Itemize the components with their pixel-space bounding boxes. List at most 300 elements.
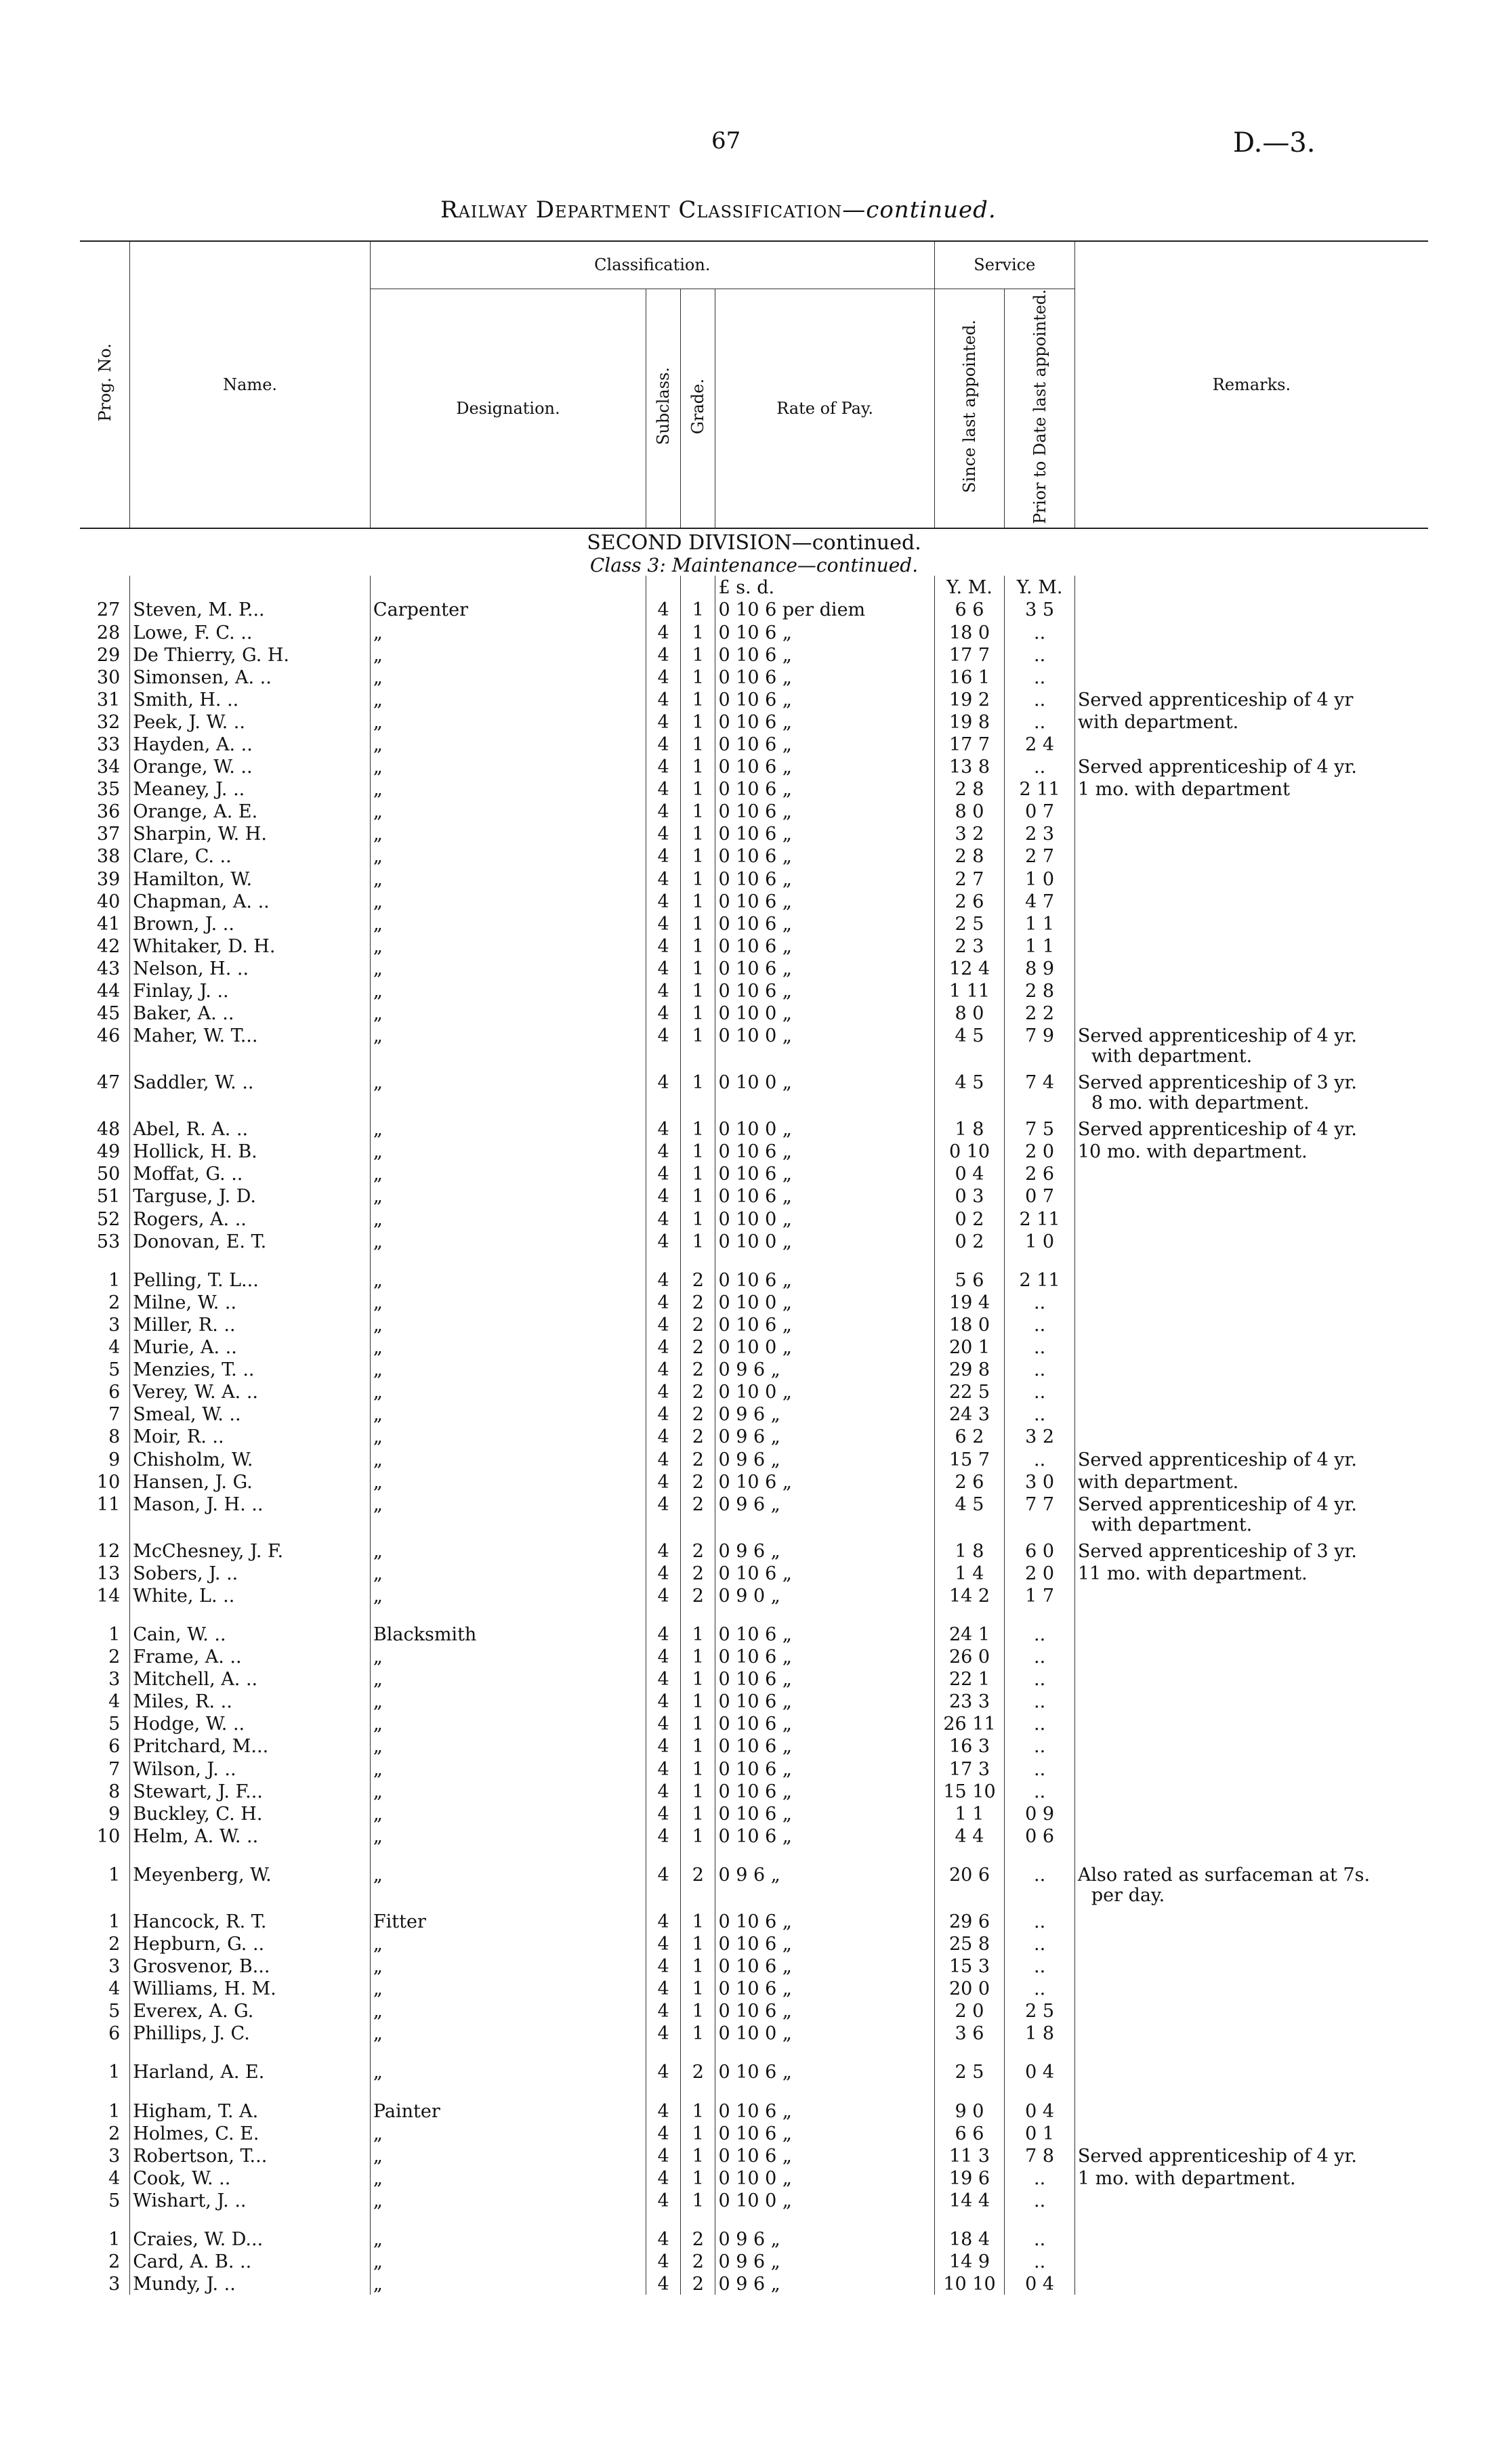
subclass: 4 [646,2060,680,2083]
service-since: 15 10 [934,1780,1005,1802]
employee-name: Card, A. B. .. [130,2250,371,2272]
grade: 2 [681,1539,715,1562]
subclass: 4 [646,2022,680,2044]
document-code: D.—3. [1233,127,1316,158]
rate-of-pay: 0 10 6 „ [715,979,934,1002]
prog-no: 11 [96,1493,121,1515]
service-since: 17 3 [934,1757,1005,1779]
service-prior: 2 11 [1005,1269,1075,1291]
remarks [1074,1802,1428,1825]
service-since: 4 4 [934,1825,1005,1847]
header-classification: Classification. [370,241,934,289]
service-since: 4 5 [934,1071,1005,1118]
employee-name: Orange, A. E. [130,800,371,822]
subclass: 4 [646,957,680,979]
remarks [1074,2022,1428,2044]
grade: 1 [681,643,715,666]
rate-of-pay: 0 10 6 „ [715,957,934,979]
service-since: 29 8 [934,1358,1005,1380]
subclass: 4 [646,1999,680,2022]
grade: 1 [681,1140,715,1162]
prog-no: 49 [96,1141,121,1163]
remarks [1074,822,1428,845]
prog-no: 30 [96,666,121,688]
designation: „ [370,666,646,688]
grade: 2 [681,2272,715,2295]
grade: 1 [681,2122,715,2144]
remarks [1074,598,1428,620]
employee-name: Menzies, T. .. [130,1358,371,1380]
service-prior: .. [1005,2250,1075,2272]
table-row [80,1336,1428,1358]
prog-no: 13 [96,1563,121,1584]
subclass: 4 [646,1118,680,1140]
remarks: Also rated as surfaceman at 7s. per day. [1074,1863,1428,1910]
rate-of-pay: 0 10 6 „ [715,1932,934,1955]
prog-no: 4 [108,1691,121,1713]
designation: „ [370,845,646,867]
rate-of-pay: 0 10 6 „ [715,1185,934,1207]
remarks [1074,1623,1428,1645]
service-since: 2 5 [934,912,1005,935]
employee-name: Clare, C. .. [130,845,371,867]
subclass: 4 [646,1863,680,1910]
service-since: 3 2 [934,822,1005,845]
table-row [80,1140,1428,1162]
service-since: 13 8 [934,755,1005,778]
table-row [80,2272,1428,2295]
service-prior: 0 4 [1005,2099,1075,2121]
employee-name: Moir, R. .. [130,1425,371,1447]
service-prior: .. [1005,1668,1075,1690]
service-prior: 0 4 [1005,2060,1075,2083]
service-since: 25 8 [934,1932,1005,1955]
prog-no: 43 [96,958,121,979]
rate-of-pay: 0 10 0 „ [715,1002,934,1024]
grade: 1 [681,800,715,822]
service-since: 22 1 [934,1668,1005,1690]
remarks [1074,1425,1428,1447]
prog-no: 6 [108,2023,121,2045]
rate-of-pay: 0 10 6 „ [715,1690,934,1712]
service-since: 19 4 [934,1291,1005,1313]
remarks [1074,1932,1428,1955]
prog-no: 9 [108,1449,121,1470]
table-row [80,1162,1428,1185]
remarks [1074,2189,1428,2211]
service-since: 2 8 [934,778,1005,800]
service-since: 29 6 [934,1910,1005,1932]
grade: 1 [681,1118,715,1140]
designation: „ [370,1447,646,1470]
remarks [1074,620,1428,643]
subclass: 4 [646,1910,680,1932]
table-row [80,822,1428,845]
service-prior: .. [1005,1336,1075,1358]
prog-no: 1 [108,1864,121,1886]
grade: 1 [681,666,715,688]
employee-name: Saddler, W. .. [130,1071,371,1118]
employee-name: Nelson, H. .. [130,957,371,979]
employee-name: De Thierry, G. H. [130,643,371,666]
service-prior: .. [1005,1623,1075,1645]
designation: „ [370,935,646,957]
designation: „ [370,1863,646,1910]
subclass: 4 [646,666,680,688]
remarks [1074,1668,1428,1690]
rate-of-pay: 0 10 6 „ [715,912,934,935]
designation: „ [370,979,646,1002]
grade: 1 [681,845,715,867]
classification-table [80,240,1428,2295]
rate-of-pay: 0 10 6 „ [715,890,934,912]
employee-name: Grosvenor, B... [130,1955,371,1977]
employee-name: Smeal, W. .. [130,1403,371,1425]
service-prior: .. [1005,1447,1075,1470]
table-row [80,2144,1428,2167]
title-main: Railway Department Classification— [440,196,866,224]
header-grade: Grade. [681,289,715,528]
employee-name: Targuse, J. D. [130,1185,371,1207]
table-row [80,1584,1428,1607]
designation: „ [370,1162,646,1185]
designation: „ [370,1230,646,1252]
service-prior: 0 7 [1005,800,1075,822]
service-since: 8 0 [934,1002,1005,1024]
remarks: Served apprenticeship of 4 yr. with department. [1074,1493,1428,1539]
remarks: 10 mo. with department. [1074,1140,1428,1162]
rate-of-pay: 0 10 6 „ [715,1910,934,1932]
service-prior: .. [1005,1712,1075,1735]
subclass: 4 [646,2144,680,2167]
table-row [80,1955,1428,1977]
designation: „ [370,1140,646,1162]
designation: „ [370,1207,646,1229]
rate-of-pay: 0 10 6 „ [715,2122,934,2144]
prog-no: 6 [108,1736,121,1758]
grade: 1 [681,710,715,733]
rate-of-pay: 0 10 6 „ [715,1562,934,1584]
prog-no: 5 [108,1359,121,1381]
subclass: 4 [646,1403,680,1425]
grade: 1 [681,2099,715,2121]
designation: „ [370,1493,646,1539]
subclass: 4 [646,935,680,957]
rate-of-pay: 0 10 0 „ [715,1336,934,1358]
table-row [80,1313,1428,1336]
rate-of-pay: 0 10 6 „ [715,1825,934,1847]
designation: „ [370,1690,646,1712]
remarks [1074,979,1428,1002]
grade: 1 [681,912,715,935]
rate-of-pay: 0 10 0 „ [715,1291,934,1313]
designation: „ [370,733,646,755]
service-since: 0 2 [934,1230,1005,1252]
service-since: 4 5 [934,1024,1005,1071]
prog-no: 33 [96,734,121,755]
service-prior: .. [1005,1690,1075,1712]
rate-of-pay: 0 9 6 „ [715,1447,934,1470]
grade: 1 [681,1712,715,1735]
table-row [80,845,1428,867]
service-since: 6 6 [934,2122,1005,2144]
title-continued: continued. [866,196,997,224]
service-prior: 0 6 [1005,1825,1075,1847]
employee-name: Hollick, H. B. [130,1140,371,1162]
remarks [1074,2060,1428,2083]
prog-no: 5 [108,2001,121,2022]
table-row [80,2250,1428,2272]
service-prior: .. [1005,1757,1075,1779]
subclass: 4 [646,688,680,710]
prog-no: 1 [108,2062,121,2083]
prog-no: 7 [108,1758,121,1780]
prog-no: 28 [96,622,121,643]
grade: 2 [681,1863,715,1910]
prog-no: 3 [108,2145,121,2167]
subclass: 4 [646,1269,680,1291]
designation: „ [370,1470,646,1493]
grade: 2 [681,1313,715,1336]
employee-name: Verey, W. A. .. [130,1380,371,1403]
remarks: 1 mo. with department. [1074,2167,1428,2189]
table-row [80,620,1428,643]
service-prior: .. [1005,710,1075,733]
service-prior: .. [1005,643,1075,666]
designation: „ [370,1002,646,1024]
service-prior: 7 8 [1005,2144,1075,2167]
grade: 1 [681,1955,715,1977]
header-prior: Prior to Date last appointed. [1005,289,1075,528]
prog-no: 4 [108,1978,121,2000]
service-since: 20 1 [934,1336,1005,1358]
rate-of-pay: 0 10 6 „ [715,1955,934,1977]
subclass: 4 [646,778,680,800]
subclass: 4 [646,845,680,867]
table-row [80,1230,1428,1252]
remarks [1074,1999,1428,2022]
remarks [1074,1645,1428,1668]
prog-no: 47 [96,1072,121,1094]
service-prior: 7 9 [1005,1024,1075,1071]
grade: 2 [681,1425,715,1447]
prog-no: 1 [108,1269,121,1291]
designation: „ [370,1584,646,1607]
rate-of-pay: 0 10 6 „ [715,1999,934,2022]
table-row [80,688,1428,710]
rate-of-pay: 0 10 0 „ [715,2022,934,2044]
rate-of-pay: 0 9 6 „ [715,1863,934,1910]
remarks: 11 mo. with department. [1074,1562,1428,1584]
subclass: 4 [646,2189,680,2211]
prog-no: 6 [108,1382,121,1403]
service-prior: 6 0 [1005,1539,1075,1562]
subclass: 4 [646,1071,680,1118]
grade: 1 [681,1645,715,1668]
service-since: 18 4 [934,2228,1005,2250]
subclass: 4 [646,620,680,643]
subclass: 4 [646,1539,680,1562]
employee-name: Mason, J. H. .. [130,1493,371,1539]
service-since: 0 4 [934,1162,1005,1185]
employee-name: Abel, R. A. .. [130,1118,371,1140]
employee-name: Miller, R. .. [130,1313,371,1336]
prog-no: 2 [108,1292,121,1313]
grade: 1 [681,1932,715,1955]
subclass: 4 [646,598,680,620]
remarks: Served apprenticeship of 4 yr. [1074,2144,1428,2167]
employee-name: Frame, A. .. [130,1645,371,1668]
subclass: 4 [646,1562,680,1584]
rate-of-pay: 0 10 6 „ [715,1757,934,1779]
designation: „ [370,1668,646,1690]
employee-name: Peek, J. W. .. [130,710,371,733]
rate-of-pay: 0 10 6 „ [715,666,934,688]
rate-of-pay: 0 10 0 „ [715,2189,934,2211]
rate-of-pay: 0 10 0 „ [715,1118,934,1140]
prog-no: 31 [96,689,121,710]
service-prior: 1 0 [1005,1230,1075,1252]
service-since: 20 0 [934,1977,1005,1999]
service-prior: 3 0 [1005,1470,1075,1493]
designation: „ [370,2122,646,2144]
rate-of-pay: 0 10 6 per diem [715,598,934,620]
prog-no: 39 [96,868,121,890]
service-since: 2 6 [934,890,1005,912]
rate-of-pay: 0 10 6 „ [715,1269,934,1291]
prog-no: 32 [96,711,121,733]
service-prior: 2 6 [1005,1162,1075,1185]
remarks [1074,2099,1428,2121]
remarks [1074,1955,1428,1977]
grade: 2 [681,1336,715,1358]
employee-name: Donovan, E. T. [130,1230,371,1252]
table-row [80,2228,1428,2250]
rate-of-pay: 0 10 6 „ [715,867,934,889]
designation: „ [370,1562,646,1584]
table-row [80,935,1428,957]
service-since: 20 6 [934,1863,1005,1910]
remarks [1074,2122,1428,2144]
table-row [80,755,1428,778]
prog-no: 4 [108,2167,121,2189]
rate-of-pay: 0 10 6 „ [715,1668,934,1690]
service-prior: .. [1005,1313,1075,1336]
employee-name: Brown, J. .. [130,912,371,935]
designation: „ [370,1757,646,1779]
service-prior: .. [1005,1380,1075,1403]
service-since: 24 1 [934,1623,1005,1645]
designation: „ [370,1780,646,1802]
prog-no: 52 [96,1208,121,1230]
service-since: 1 1 [934,1802,1005,1825]
designation: „ [370,1358,646,1380]
designation: „ [370,1712,646,1735]
remarks [1074,1757,1428,1779]
service-since: 2 0 [934,1999,1005,2022]
designation: „ [370,1118,646,1140]
employee-name: Helm, A. W. .. [130,1825,371,1847]
designation: „ [370,620,646,643]
employee-name: Cook, W. .. [130,2167,371,2189]
grade: 1 [681,2167,715,2189]
service-prior: .. [1005,1735,1075,1757]
grade: 2 [681,2250,715,2272]
prog-no: 1 [108,2100,121,2122]
service-since: 16 3 [934,1735,1005,1757]
subclass: 4 [646,2272,680,2295]
service-since: 9 0 [934,2099,1005,2121]
header-rate: Rate of Pay. [715,289,934,528]
rate-of-pay: 0 9 6 „ [715,1403,934,1425]
prog-no: 8 [108,1781,121,1802]
subclass: 4 [646,1668,680,1690]
service-prior: 8 9 [1005,957,1075,979]
grade: 1 [681,1910,715,1932]
subclass: 4 [646,1002,680,1024]
rate-of-pay: 0 10 6 „ [715,800,934,822]
service-prior: 2 2 [1005,1002,1075,1024]
service-prior: .. [1005,1403,1075,1425]
service-prior: 1 7 [1005,1584,1075,1607]
grade: 1 [681,1780,715,1802]
grade: 1 [681,1623,715,1645]
service-since: 19 8 [934,710,1005,733]
rate-of-pay: 0 9 6 „ [715,2250,934,2272]
table-row [80,800,1428,822]
grade: 1 [681,1999,715,2022]
service-prior: .. [1005,2167,1075,2189]
designation: „ [370,688,646,710]
prog-no: 1 [108,2229,121,2251]
subclass: 4 [646,1955,680,1977]
rate-of-pay: 0 10 6 „ [715,688,934,710]
designation: „ [370,1425,646,1447]
service-since: 15 7 [934,1447,1005,1470]
rate-of-pay: 0 10 6 „ [715,755,934,778]
service-since: 23 3 [934,1690,1005,1712]
table-row [80,1690,1428,1712]
table-row [80,2167,1428,2189]
remarks [1074,1380,1428,1403]
prog-no: 3 [108,2274,121,2295]
designation: „ [370,2022,646,2044]
grade: 2 [681,1584,715,1607]
employee-name: Meyenberg, W. [130,1863,371,1910]
employee-name: Meaney, J. .. [130,778,371,800]
table-row [80,1712,1428,1735]
grade: 1 [681,890,715,912]
table-row [80,1291,1428,1313]
rate-of-pay: 0 9 6 „ [715,2228,934,2250]
table-row [80,1825,1428,1847]
grade: 1 [681,1024,715,1071]
grade: 2 [681,1493,715,1539]
service-since: 14 9 [934,2250,1005,2272]
rate-of-pay: 0 10 6 „ [715,643,934,666]
service-prior: .. [1005,666,1075,688]
table-row [80,1757,1428,1779]
service-since: 24 3 [934,1403,1005,1425]
service-since: 17 7 [934,733,1005,755]
prog-no: 42 [96,935,121,957]
service-prior: 2 5 [1005,1999,1075,2022]
subclass: 4 [646,643,680,666]
remarks [1074,1825,1428,1847]
rate-of-pay: 0 10 6 „ [715,1802,934,1825]
designation: „ [370,2228,646,2250]
employee-name: Holmes, C. E. [130,2122,371,2144]
